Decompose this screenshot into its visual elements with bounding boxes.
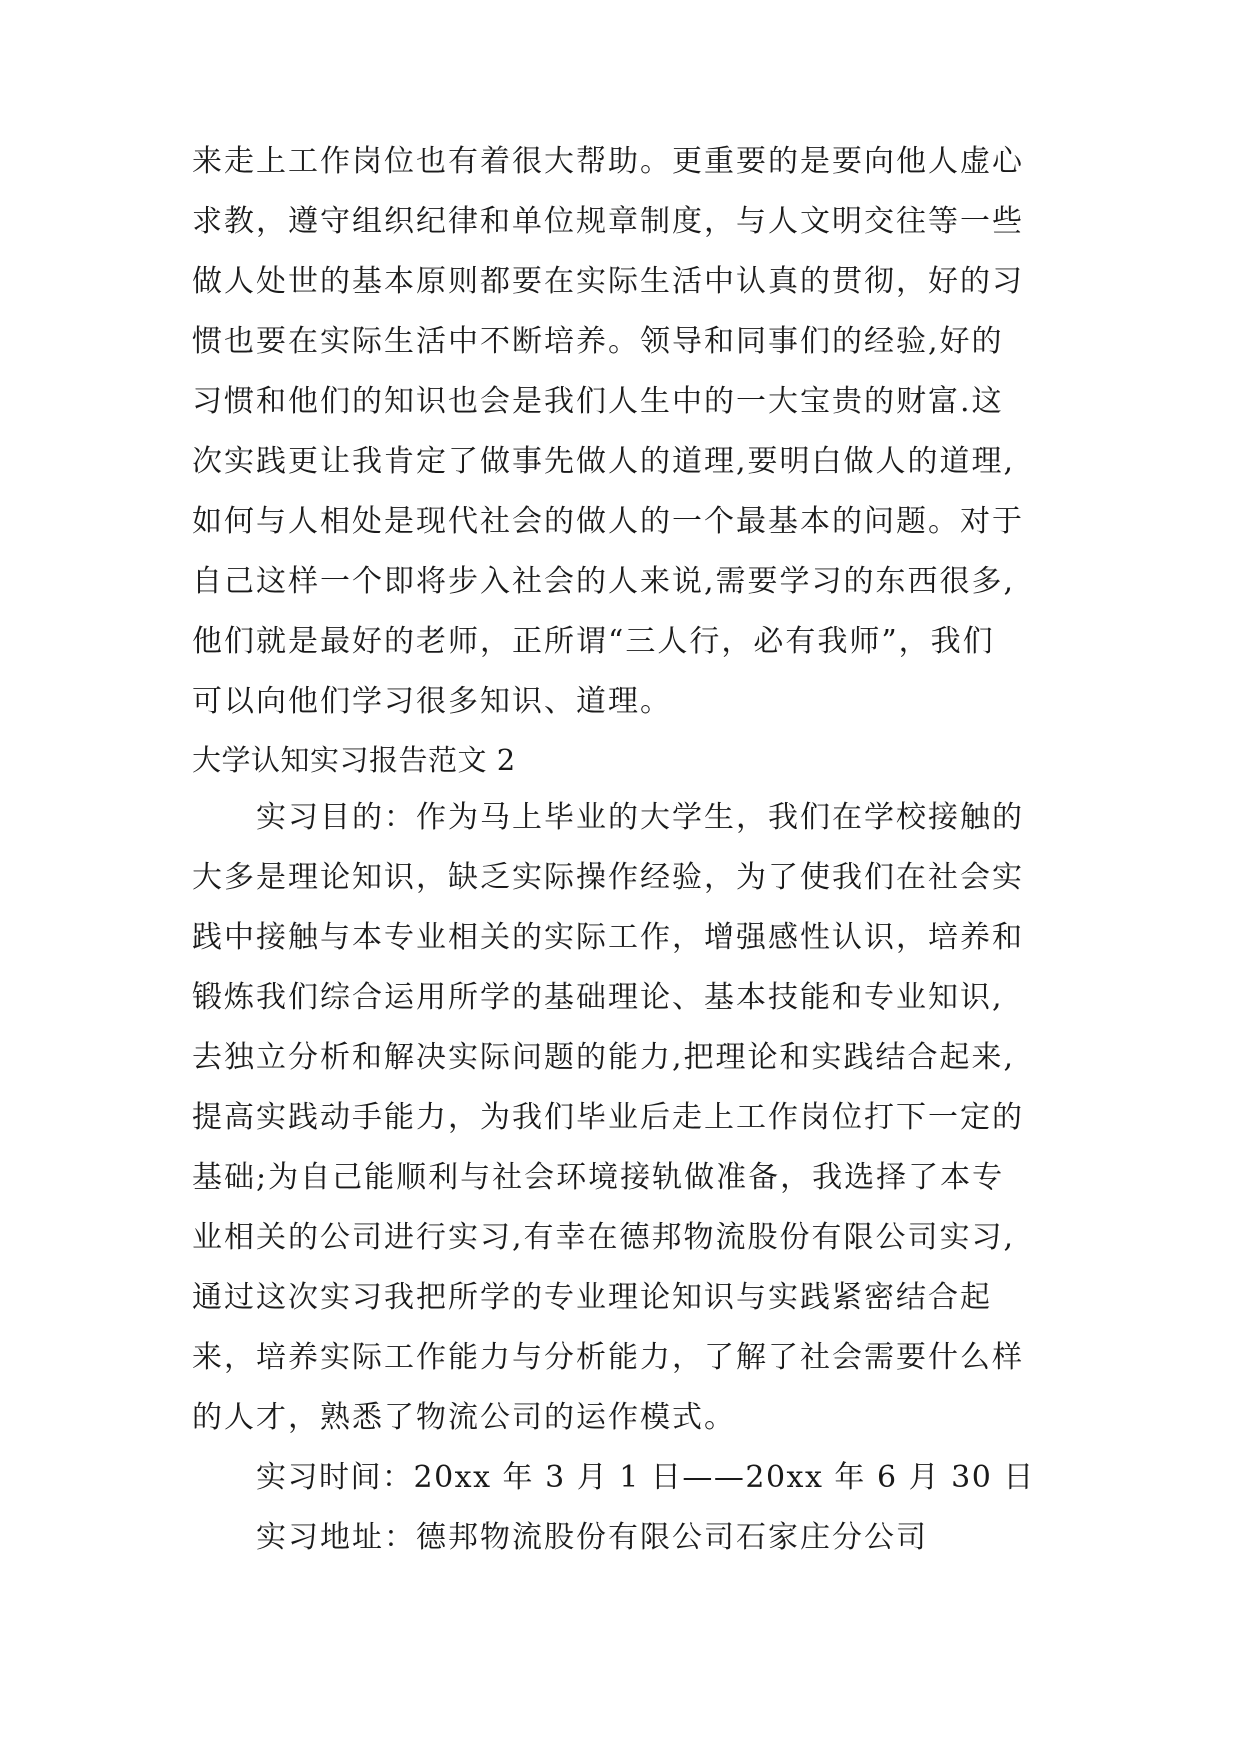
purpose-line-2: 大多是理论知识，缺乏实际操作经验，为了使我们在社会实 bbox=[192, 860, 1024, 895]
internship-time: 实习时间：20xx 年 3 月 1 日——20xx 年 6 月 30 日 bbox=[256, 1460, 1035, 1495]
intro-line-3: 做人处世的基本原则都要在实际生活中认真的贯彻，好的习 bbox=[192, 264, 1024, 299]
purpose-line-1: 实习目的：作为马上毕业的大学生，我们在学校接触的 bbox=[256, 800, 1024, 835]
purpose-line-8: 业相关的公司进行实习,有幸在德邦物流股份有限公司实习, bbox=[192, 1220, 1016, 1255]
purpose-line-7: 基础;为自己能顺利与社会环境接轨做准备，我选择了本专 bbox=[192, 1160, 1005, 1195]
intro-line-6: 次实践更让我肯定了做事先做人的道理,要明白做人的道理, bbox=[192, 444, 1016, 479]
purpose-line-9: 通过这次实习我把所学的专业理论知识与实践紧密结合起 bbox=[192, 1280, 992, 1315]
intro-line-5: 习惯和他们的知识也会是我们人生中的一大宝贵的财富.这 bbox=[192, 384, 1004, 419]
intro-line-4: 惯也要在实际生活中不断培养。领导和同事们的经验,好的 bbox=[192, 324, 1004, 359]
intro-line-10: 可以向他们学习很多知识、道理。 bbox=[192, 684, 672, 719]
intro-line-7: 如何与人相处是现代社会的做人的一个最基本的问题。对于 bbox=[192, 504, 1024, 539]
internship-address: 实习地址：德邦物流股份有限公司石家庄分公司 bbox=[256, 1520, 928, 1555]
purpose-line-6: 提高实践动手能力，为我们毕业后走上工作岗位打下一定的 bbox=[192, 1100, 1024, 1135]
section-heading: 大学认知实习报告范文 2 bbox=[192, 743, 516, 777]
purpose-line-11: 的人才，熟悉了物流公司的运作模式。 bbox=[192, 1400, 736, 1435]
purpose-line-5: 去独立分析和解决实际问题的能力,把理论和实践结合起来, bbox=[192, 1040, 1016, 1075]
purpose-line-3: 践中接触与本专业相关的实际工作，增强感性认识，培养和 bbox=[192, 920, 1024, 955]
intro-line-9: 他们就是最好的老师，正所谓“三人行，必有我师”，我们 bbox=[192, 624, 995, 659]
intro-line-1: 来走上工作岗位也有着很大帮助。更重要的是要向他人虚心 bbox=[192, 144, 1024, 179]
intro-line-8: 自己这样一个即将步入社会的人来说,需要学习的东西很多, bbox=[192, 564, 1016, 599]
purpose-line-4: 锻炼我们综合运用所学的基础理论、基本技能和专业知识, bbox=[192, 980, 1004, 1015]
intro-line-2: 求教，遵守组织纪律和单位规章制度，与人文明交往等一些 bbox=[192, 204, 1024, 239]
purpose-line-10: 来，培养实际工作能力与分析能力，了解了社会需要什么样 bbox=[192, 1340, 1024, 1375]
